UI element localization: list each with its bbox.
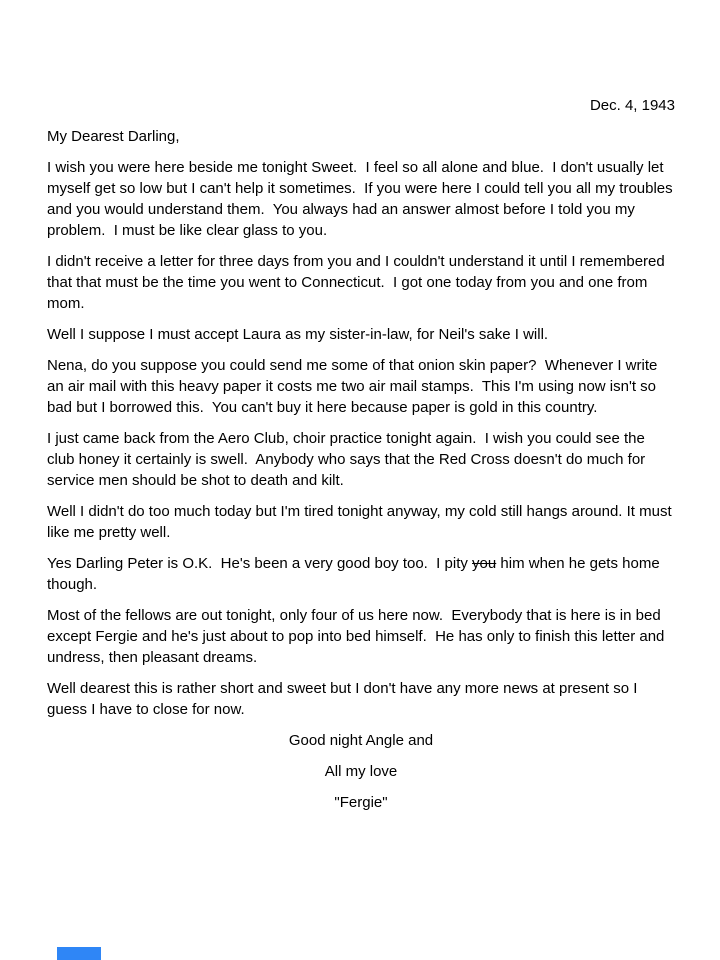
- letter-salutation: My Dearest Darling,: [47, 128, 180, 145]
- letter-paragraph-3: Well I suppose I must accept Laura as my sister-in-law, for Neil's sake I will.: [47, 326, 549, 343]
- blue-bar: [57, 947, 101, 960]
- closing-line-love: All my love: [324, 763, 398, 780]
- letter-paragraph-1: I wish you were here beside me tonight Sweet. I feel so all alone and blue. I don't usually let myself get so low but I can't help it sometimes. If you were here I could tell you all my troubles and you would understand them. You always had an answer almost before I told you my problem. I must be like clear glass to you.: [47, 159, 677, 239]
- letter-paragraph-4: Nena, do you suppose you could send me some of that onion skin paper? Whenever I write an air mail with this heavy paper it costs me two air mail stamps. This I'm using now isn't so bad but I borrowed this. You can't buy it here because paper is gold in this country.: [47, 357, 662, 416]
- letter-paragraph-2: I didn't receive a letter for three days from you and I couldn't understand it until I remembered that that must be the time you went to Connecticut. I got one today from you and one from mom.: [47, 253, 669, 312]
- letter-paragraph-7: [47, 553, 675, 595]
- letter-paragraph-5: I just came back from the Aero Club, choir practice tonight again. I wish you could see the club honey it certainly is swell. Anybody who says that the Red Cross doesn't do much for service men should be shot to death and kilt.: [47, 430, 650, 489]
- struck-word: you: [472, 555, 497, 572]
- letter-paragraph-8: Most of the fellows are out tonight, only four of us here now. Everybody that is here is in bed except Fergie and he's just about to pop into bed himself. He has only to finish this letter and undress, then pleasant dreams.: [47, 607, 669, 666]
- paragraph-text-after: him when he gets home though.: [47, 555, 664, 593]
- letter-paragraph-9: Well dearest this is rather short and sweet but I don't have any more news at present so I guess I have to close for now.: [47, 680, 642, 718]
- letter-date: Dec. 4, 1943: [589, 97, 675, 114]
- paragraph-text-before: Yes Darling Peter is O.K. He's been a very good boy too. I pity: [47, 555, 473, 572]
- signature: "Fergie": [334, 794, 388, 811]
- letter-paragraph-6: Well I didn't do too much today but I'm tired tonight anyway, my cold still hangs around. It must like me pretty well.: [47, 503, 676, 541]
- closing-line-goodnight: Good night Angle and: [288, 732, 434, 749]
